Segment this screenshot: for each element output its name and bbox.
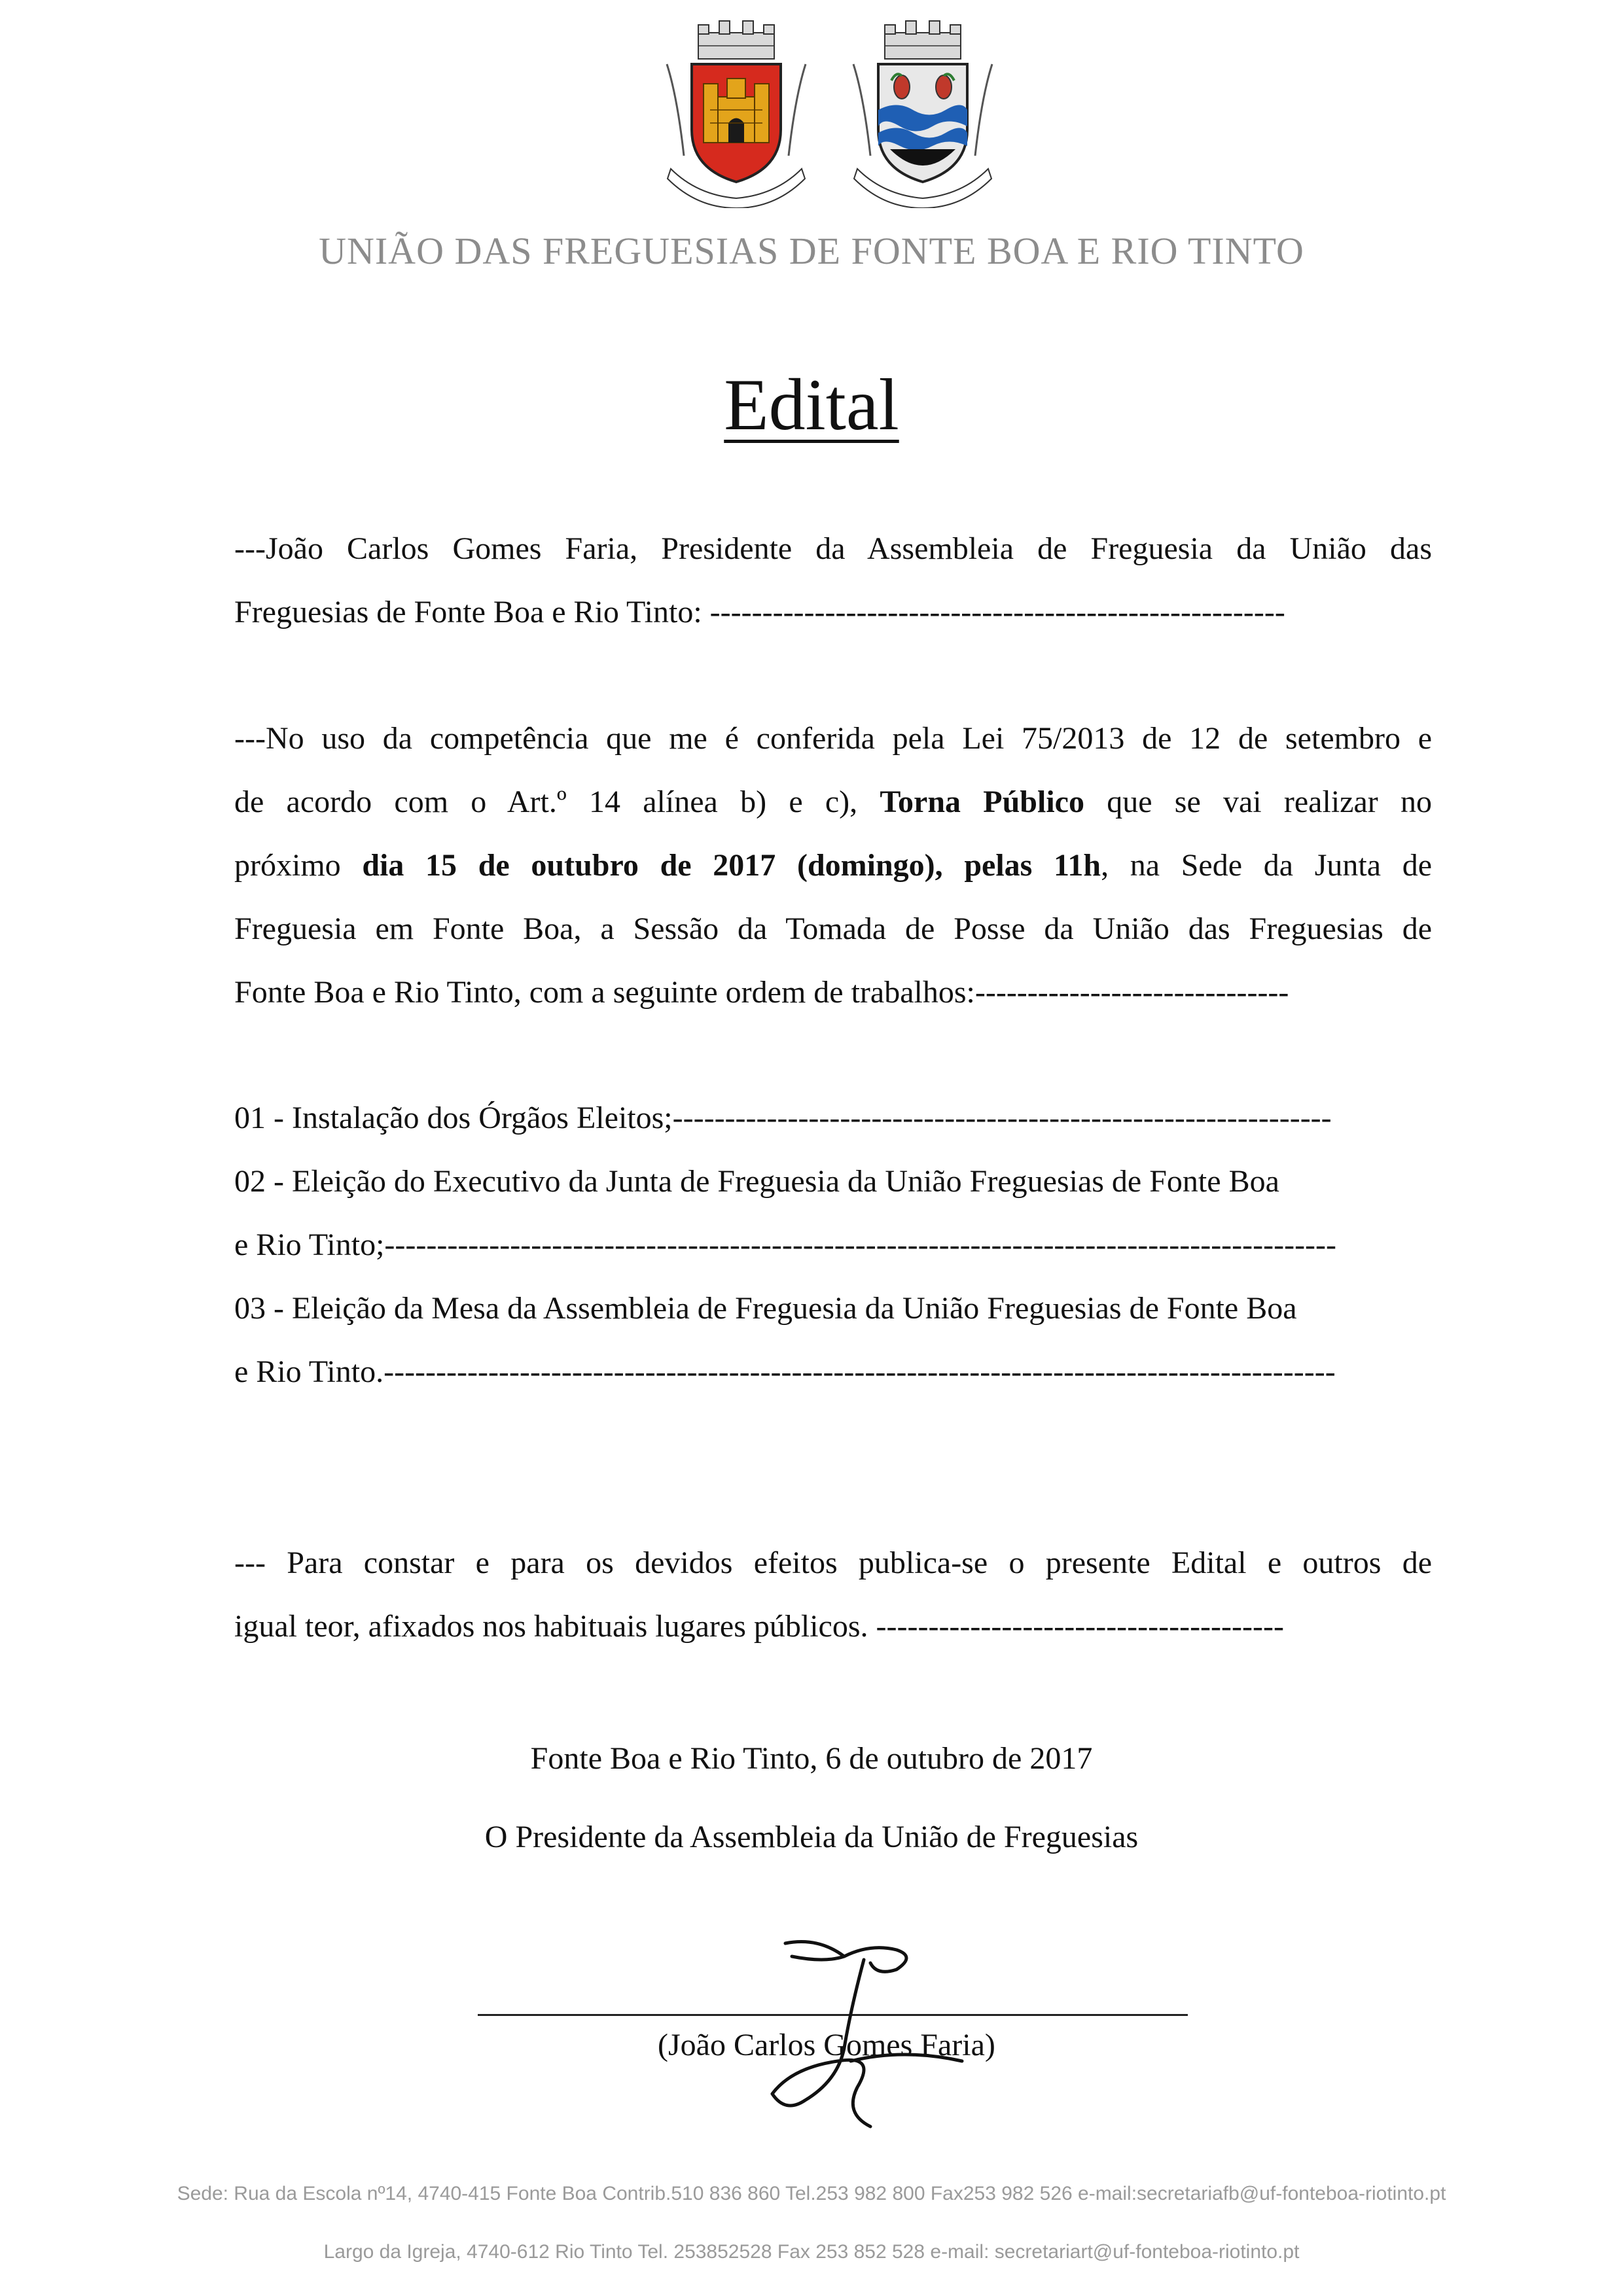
signatory-name: (João Carlos Gomes Faria)	[658, 2028, 995, 2062]
text-segment: que se vai realizar no	[1084, 785, 1432, 819]
text-line: Freguesias de Fonte Boa e Rio Tinto: -------------------------------------------------------	[234, 595, 1285, 629]
agenda-item: e Rio Tinto.-------------------------------------------------------------------------------------------	[234, 1354, 1336, 1389]
organization-header: UNIÃO DAS FREGUESIAS DE FONTE BOA E RIO TINTO	[319, 230, 1304, 272]
text-line	[234, 770, 1432, 834]
text-line: --- Para constar e para os devidos efeitos publica-se o presente Edital e outros de	[234, 1545, 1432, 1580]
rio-tinto-crest	[844, 18, 1001, 208]
castle-icon	[704, 79, 769, 143]
closing-paragraph	[234, 1531, 1432, 1658]
text-segment: de acordo com o Art.º 14 alínea b) e c),	[234, 785, 880, 819]
fonte-boa-crest	[658, 18, 815, 208]
agenda-item: e Rio Tinto;-------------------------------------------------------------------------------------------	[234, 1227, 1337, 1262]
bold-text: dia 15 de outubro de 2017 (domingo), pelas 11h	[362, 848, 1101, 883]
agenda-item: 02 - Eleição do Executivo da Junta de Freguesia da União Freguesias de Fonte Boa	[234, 1164, 1279, 1199]
text-line: ---No uso da competência que me é conferida pela Lei 75/2013 de 12 de setembro e	[234, 721, 1432, 756]
agenda-item: 03 - Eleição da Mesa da Assembleia de Freguesia da União Freguesias de Fonte Boa	[234, 1291, 1297, 1326]
text-segment: , na Sede da Junta de	[1101, 848, 1432, 883]
place-date: Fonte Boa e Rio Tinto, 6 de outubro de 2017	[530, 1741, 1093, 1776]
text-line: ---João Carlos Gomes Faria, Presidente da Assembleia de Freguesia da União das	[234, 531, 1432, 566]
signatory-role: O Presidente da Assembleia da União de Freguesias	[484, 1820, 1139, 1854]
mural-crown-icon	[698, 21, 774, 59]
agenda-item: 01 - Instalação dos Órgãos Eleitos;---------------------------------------------------------------	[234, 1101, 1332, 1135]
mural-crown-icon	[885, 21, 961, 59]
document-title: Edital	[724, 364, 899, 446]
text-segment: próximo	[234, 848, 363, 883]
agenda-list	[234, 1086, 1432, 1404]
footer-address-rio-tinto: Largo da Igreja, 4740-612 Rio Tinto Tel. 253852528 Fax 253 852 528 e-mail: secretariart@uf-fonteboa-riotinto.pt	[323, 2241, 1300, 2263]
text-line	[234, 834, 1432, 897]
text-line: Freguesia em Fonte Boa, a Sessão da Tomada de Posse da União das Freguesias de	[234, 911, 1432, 946]
intro-paragraph	[234, 517, 1432, 644]
announcement-paragraph	[234, 707, 1432, 1024]
text-line: igual teor, afixados nos habituais lugares públicos. ---------------------------------------	[234, 1609, 1284, 1644]
text-line: Fonte Boa e Rio Tinto, com a seguinte ordem de trabalhos:------------------------------	[234, 975, 1289, 1010]
footer-address-sede: Sede: Rua da Escola nº14, 4740-415 Fonte Boa Contrib.510 836 860 Tel.253 982 800 Fax253 982 526 e-mail:secretariafb@uf-fonteboa-riotinto.pt	[177, 2183, 1446, 2204]
bold-text: Torna Público	[880, 785, 1084, 819]
